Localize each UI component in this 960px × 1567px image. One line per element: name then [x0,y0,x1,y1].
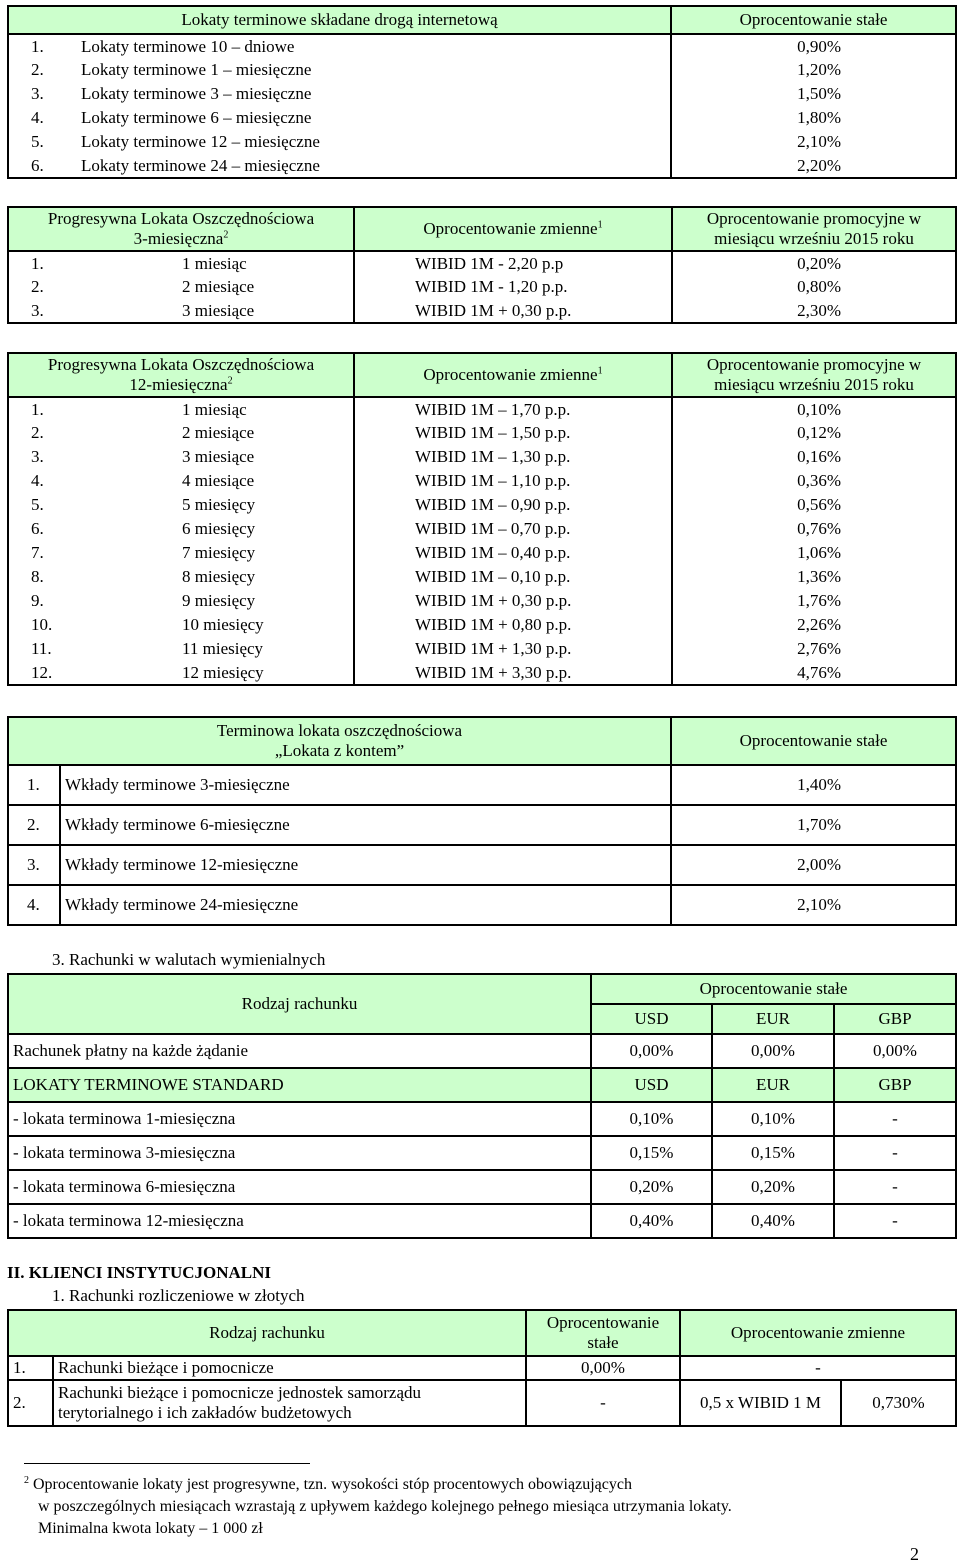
rate-cell: 0,16% [672,445,956,469]
row-label: 9 miesięcy [66,589,354,613]
rate-cell: - [834,1204,956,1238]
rate-cell: 0,36% [672,469,956,493]
rate-cell: 0,00% [834,1034,956,1068]
rate-cell: 0,00% [591,1034,712,1068]
header-cell: Oprocentowanie stałe [671,717,956,765]
row-label: LOKATY TERMINOWE STANDARD [8,1068,591,1102]
rate-cell: 0,12% [672,421,956,445]
page-number: 2 [910,1544,919,1564]
wibid-cell: WIBID 1M – 1,10 p.p. [354,469,672,493]
wibid-cell: WIBID 1M – 1,70 p.p. [354,397,672,421]
row-label: Rachunek płatny na każde żądanie [8,1034,591,1068]
rate-cell: 0,40% [712,1204,834,1238]
rate-cell: 0,80% [672,275,956,299]
row-label [8,58,671,82]
rate-cell: 0,40% [591,1204,712,1238]
table-row [8,565,956,589]
row-label: 5 miesięcy [66,493,354,517]
table-row [8,106,956,130]
row-number: 3. [31,84,44,103]
table-row [8,275,956,299]
wibid-cell: WIBID 1M - 2,20 p.p [354,251,672,275]
table-row [8,421,956,445]
header-cell: Terminowa lokata oszczędnościowa „Lokata z kontem” [8,717,671,765]
row-number: 4. [8,885,60,925]
table-row [8,637,956,661]
header-cell: Oprocentowanie promocyjne w miesiącu wrześniu 2015 roku [672,353,956,397]
row-label: 6 miesięcy [66,517,354,541]
lokata-z-kontem-table [7,716,957,926]
row-label: 4 miesiące [66,469,354,493]
currency-usd: USD [591,1004,712,1034]
row-number: 3. [8,845,60,885]
wibid-cell: WIBID 1M + 3,30 p.p. [354,661,672,685]
row-number: 12. [8,661,66,685]
currency-eur: EUR [712,1068,834,1102]
variable-rate: - [680,1356,956,1380]
header-cell: Rodzaj rachunku [8,1310,526,1356]
row-number: 8. [8,565,66,589]
table-row [8,469,956,493]
row-number: 6. [31,155,44,175]
table-row [8,251,956,275]
rate-cell: 2,00% [671,845,956,885]
currency-eur: EUR [712,1004,834,1034]
rate-cell: 2,10% [671,130,956,154]
row-label: 11 miesięcy [66,637,354,661]
rate-cell: 0,10% [712,1102,834,1136]
row-label: 2 miesiące [66,275,354,299]
wibid-cell: WIBID 1M – 0,10 p.p. [354,565,672,589]
row-number: 1. [8,251,66,275]
header-cell: Oprocentowanie promocyjne w miesiącu wrześniu 2015 roku [672,207,956,251]
row-number: 3. [8,299,66,323]
currency-gbp: GBP [834,1068,956,1102]
wibid-cell: WIBID 1M + 0,30 p.p. [354,299,672,323]
wibid-cell: WIBID 1M – 0,70 p.p. [354,517,672,541]
row-number: 5. [8,493,66,517]
table-row [8,845,956,885]
row-number: 1. [8,1356,53,1380]
header-cell: Progresywna Lokata Oszczędnościowa 3-miesięczna$^2$ [8,207,354,251]
rate-cell: 0,20% [591,1170,712,1204]
row-label: Rachunki bieżące i pomocnicze [53,1356,526,1380]
wibid-cell: WIBID 1M + 1,30 p.p. [354,637,672,661]
table-row [8,541,956,565]
table-row [8,1102,956,1136]
table-row [8,1170,956,1204]
row-label [8,34,671,58]
rate-cell: 2,26% [672,613,956,637]
table-row [8,58,956,82]
table-row [8,493,956,517]
wibid-cell: WIBID 1M + 0,30 p.p. [354,589,672,613]
institutional-accounts-table [7,1309,957,1427]
header-cell: Oprocentowanie stałe [671,6,956,34]
rate-cell: - [834,1136,956,1170]
row-label: 3 miesiące [66,445,354,469]
header-cell: Oprocentowanie stałe [591,974,956,1004]
footnote: $^2$ Oprocentowanie lokaty jest progresywne, tzn. wysokości stóp procentowych obowiązujących w poszczególnych miesiącach wzrastają z upływem każdego kolejnego pełnego miesiąca utrzymania lokaty. Minimalna kwota lokaty – 1 000 zł [24,1474,732,1537]
row-number: 2. [31,60,44,79]
rate-cell: 4,76% [672,661,956,685]
foreign-currency-table [7,973,957,1239]
row-number: 2. [8,1380,53,1426]
row-text: Lokaty terminowe 10 – dniowe [81,36,295,56]
row-label: Rachunki bieżące i pomocnicze jednostek samorządu terytorialnego i ich zakładów budżetowych [53,1380,526,1426]
rate-cell: 1,80% [671,106,956,130]
table-row [8,661,956,685]
rate-cell: 0,00% [712,1034,834,1068]
wibid-cell: WIBID 1M + 0,80 p.p. [354,613,672,637]
rate-cell: 0,15% [712,1136,834,1170]
header-cell: Lokaty terminowe składane drogą internetową [8,6,671,34]
rate-cell: 1,50% [671,82,956,106]
rate-cell: 0,56% [672,493,956,517]
rate-cell: 2,10% [671,885,956,925]
variable-rate: 0,5 x WIBID 1 M [680,1380,841,1426]
table-row [8,613,956,637]
row-number: 1. [8,765,60,805]
rate-cell: 0,10% [672,397,956,421]
fixed-rate: 0,00% [526,1356,680,1380]
row-number: 3. [8,445,66,469]
progressive-3m-table [7,206,957,324]
row-text: Lokaty terminowe 3 – miesięczne [81,84,312,103]
rate-cell: 0,20% [712,1170,834,1204]
table-row [8,885,956,925]
footnote-divider [24,1463,310,1464]
row-number: 2. [8,275,66,299]
row-label: 1 miesiąc [66,397,354,421]
table-row [8,517,956,541]
progressive-12m-table [7,352,957,686]
rate-cell: 1,76% [672,589,956,613]
currency-usd: USD [591,1068,712,1102]
wibid-cell: WIBID 1M – 1,30 p.p. [354,445,672,469]
table-row [8,1204,956,1238]
section-subheading: 1. Rachunki rozliczeniowe w złotych [52,1286,305,1305]
rate-cell: 1,70% [671,805,956,845]
wibid-cell: WIBID 1M – 0,90 p.p. [354,493,672,517]
rate-cell: 2,76% [672,637,956,661]
internet-deposits-table [7,5,957,179]
row-label [8,130,671,154]
row-number: 4. [31,108,44,127]
table-row [8,1136,956,1170]
header-cell: Oprocentowanie stałe [526,1310,680,1356]
row-text: Lokaty terminowe 6 – miesięczne [81,108,312,127]
row-text: Lokaty terminowe 1 – miesięczne [81,60,312,79]
table-row [8,299,956,323]
row-label: - lokata terminowa 3-miesięczna [8,1136,591,1170]
row-text: Lokaty terminowe 12 – miesięczne [81,132,320,151]
header-cell: Oprocentowanie zmienne$^1$ [354,353,672,397]
currency-gbp: GBP [834,1004,956,1034]
header-cell: Oprocentowanie zmienne$^1$ [354,207,672,251]
wibid-cell: WIBID 1M - 1,20 p.p. [354,275,672,299]
rate-cell: 1,40% [671,765,956,805]
rate-cell: 2,30% [672,299,956,323]
row-label: 8 miesięcy [66,565,354,589]
row-label [8,154,671,178]
row-label [8,82,671,106]
section-heading: 3. Rachunki w walutach wymienialnych [52,950,326,969]
table-row [8,130,956,154]
row-number: 2. [8,805,60,845]
header-cell: Progresywna Lokata Oszczędnościowa 12-miesięczna$^2$ [8,353,354,397]
row-label: - lokata terminowa 12-miesięczna [8,1204,591,1238]
row-number: 6. [8,517,66,541]
row-number: 7. [8,541,66,565]
row-label: - lokata terminowa 1-miesięczna [8,1102,591,1136]
table-row [8,589,956,613]
row-label: Wkłady terminowe 12-miesięczne [60,845,671,885]
row-number: 4. [8,469,66,493]
header-cell: Rodzaj rachunku [8,974,591,1034]
row-number: 1. [31,36,44,56]
row-label: 7 miesięcy [66,541,354,565]
row-label: 3 miesiące [66,299,354,323]
rate-cell: 2,20% [671,154,956,178]
wibid-cell: WIBID 1M – 1,50 p.p. [354,421,672,445]
row-number: 5. [31,132,44,151]
row-number: 11. [8,637,66,661]
row-number: 10. [8,613,66,637]
variable-value: 0,730% [841,1380,956,1426]
wibid-cell: WIBID 1M – 0,40 p.p. [354,541,672,565]
section-heading: II. KLIENCI INSTYTUCJONALNI [7,1263,272,1282]
rate-cell: 1,36% [672,565,956,589]
rate-cell: 0,20% [672,251,956,275]
rate-cell: 0,76% [672,517,956,541]
table-row [8,154,956,178]
row-label: 1 miesiąc [66,251,354,275]
row-label: 12 miesięcy [66,661,354,685]
rate-cell: 0,15% [591,1136,712,1170]
row-number: 9. [8,589,66,613]
fixed-rate: - [526,1380,680,1426]
row-number: 2. [8,421,66,445]
rate-cell: 0,90% [671,34,956,58]
row-label: 2 miesiące [66,421,354,445]
row-text: Lokaty terminowe 24 – miesięczne [81,155,320,175]
rate-cell: 0,10% [591,1102,712,1136]
table-row [8,397,956,421]
table-row [8,805,956,845]
row-label: Wkłady terminowe 24-miesięczne [60,885,671,925]
table-row [8,765,956,805]
row-label: Wkłady terminowe 3-miesięczne [60,765,671,805]
rate-cell: - [834,1170,956,1204]
row-label: 10 miesięcy [66,613,354,637]
row-number: 1. [8,397,66,421]
rate-cell: - [834,1102,956,1136]
table-row [8,82,956,106]
row-label [8,106,671,130]
table-row [8,445,956,469]
header-cell: Oprocentowanie zmienne [680,1310,956,1356]
table-row [8,34,956,58]
rate-cell: 1,20% [671,58,956,82]
row-label: - lokata terminowa 6-miesięczna [8,1170,591,1204]
row-label: Wkłady terminowe 6-miesięczne [60,805,671,845]
rate-cell: 1,06% [672,541,956,565]
